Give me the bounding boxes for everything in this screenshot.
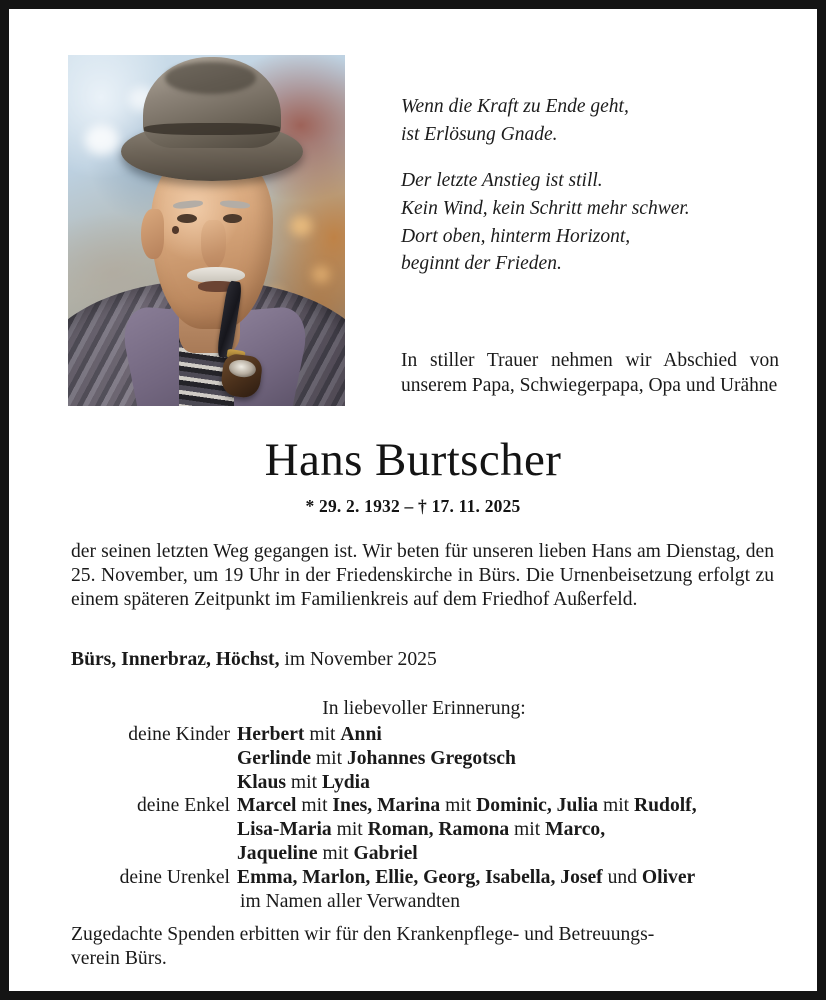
poem-line: ist Erlösung Gnade. xyxy=(401,123,558,145)
family-member-name: Gerlinde xyxy=(237,747,312,769)
donation-line: Zugedachte Spenden erbitten wir für den Krankenpflege- und Betreuungs- xyxy=(71,924,655,945)
family-member-name: Marcel xyxy=(237,795,297,817)
poem-line: beginnt der Frieden. xyxy=(401,253,562,275)
family-group-names xyxy=(237,866,774,890)
family-group-names xyxy=(237,794,774,865)
place-and-date-line xyxy=(71,649,437,671)
family-group-label: deine Kinder xyxy=(128,724,230,745)
family-connector-word: mit xyxy=(286,771,322,793)
family-member-name: Johannes Gregotsch xyxy=(346,747,516,769)
memoriam-heading xyxy=(9,698,817,720)
life-dates: * 29. 2. 1932 – † 17. 11. 2025 xyxy=(305,496,521,516)
family-connector-word: mit xyxy=(331,819,368,841)
family-member-name: Marco, xyxy=(545,819,606,841)
family-connector-word: mit xyxy=(509,819,546,841)
photo-background xyxy=(68,55,345,406)
family-connector-word: mit xyxy=(440,795,477,817)
poem-line: Der letzte Anstieg ist still. xyxy=(401,170,603,192)
eye-right xyxy=(223,214,242,223)
family-member-name: Emma, Marlon, Ellie, Georg, Isabella, Josef xyxy=(237,866,603,888)
family-group xyxy=(71,794,774,865)
eye-left xyxy=(177,214,196,223)
family-connector-word: mit xyxy=(317,842,354,864)
family-group-label: deine Enkel xyxy=(136,795,230,817)
place-towns: Bürs, Innerbraz, Höchst, xyxy=(71,649,280,670)
felt-hat-band xyxy=(144,123,280,135)
family-group-label: deine Urenkel xyxy=(119,866,230,888)
family-member-name: Jaqueline xyxy=(237,842,318,864)
poem-stanza-1 xyxy=(401,93,791,148)
family-name-line xyxy=(237,771,774,795)
family-member-name: Anni xyxy=(340,724,382,745)
notice-inner xyxy=(9,9,817,991)
family-name-line xyxy=(237,842,774,866)
family-member-name: Rudolf, xyxy=(634,795,697,817)
bokeh-highlight xyxy=(290,216,312,236)
family-name-line xyxy=(237,747,774,771)
poem-line: Wenn die Kraft zu Ende geht, xyxy=(401,96,629,117)
poem-stanza-2 xyxy=(401,167,791,278)
family-groups xyxy=(71,723,774,890)
family-footer: im Namen aller Verwandten xyxy=(240,890,460,912)
family-member-name: Herbert xyxy=(237,724,305,745)
family-name-line xyxy=(237,818,774,842)
family-member-name: Klaus xyxy=(237,771,287,793)
bokeh-highlight xyxy=(85,125,119,155)
felt-hat-crease xyxy=(165,62,256,94)
family-member-name: Oliver xyxy=(641,866,696,888)
bokeh-highlight xyxy=(312,266,330,283)
family-member-name: Roman, Ramona xyxy=(367,819,510,841)
family-group xyxy=(71,866,774,890)
poem-line: Kein Wind, kein Schritt mehr schwer. xyxy=(401,198,690,220)
facial-mole xyxy=(172,226,179,233)
family-member-name: Gabriel xyxy=(353,842,418,864)
deceased-portrait-photo xyxy=(68,55,345,406)
family-member-name: Lydia xyxy=(321,771,370,793)
mourning-intro-text: In stiller Trauer nehmen wir Abschied von unserem Papa, Schwiegerpapa, Opa und Urähne xyxy=(401,350,779,397)
family-connector-word: mit xyxy=(311,747,347,769)
family-group-names xyxy=(237,723,774,794)
family-connector-word: mit xyxy=(296,795,333,817)
family-connector-word: und xyxy=(602,866,642,888)
family-member-name: Ines, Marina xyxy=(332,795,441,817)
family-connector-word: mit xyxy=(598,795,634,817)
nose xyxy=(201,220,226,269)
memorial-poem xyxy=(401,93,791,278)
donation-line: verein Bürs. xyxy=(71,948,167,970)
family-group xyxy=(71,723,774,794)
family-member-name: Lisa-Maria xyxy=(237,819,332,841)
family-list xyxy=(71,723,774,913)
ear xyxy=(141,209,163,258)
memoriam-heading-text: In liebevoller Erinnerung: xyxy=(322,698,526,719)
family-connector-word: mit xyxy=(304,724,341,745)
poem-line: Dort oben, hinterm Horizont, xyxy=(401,225,631,247)
deceased-name: Hans Burtscher xyxy=(264,434,562,486)
family-name-line xyxy=(237,866,774,890)
donation-request xyxy=(71,923,774,971)
family-name-line xyxy=(237,723,774,747)
place-date: im November 2025 xyxy=(284,649,437,670)
family-member-name: Dominic, Julia xyxy=(476,795,599,817)
funeral-details-text: der seinen letzten Weg gegangen ist. Wir beten für unseren lieben Hans am Dienstag, den 25. November, um 19 Uhr in der Friedenskirche in Bürs. Die Urnenbeisetzung erfolgt zu einem späteren Zeitpunkt im Familienkreis auf dem Friedhof Außerfeld. xyxy=(71,541,774,611)
family-name-line xyxy=(237,794,774,818)
